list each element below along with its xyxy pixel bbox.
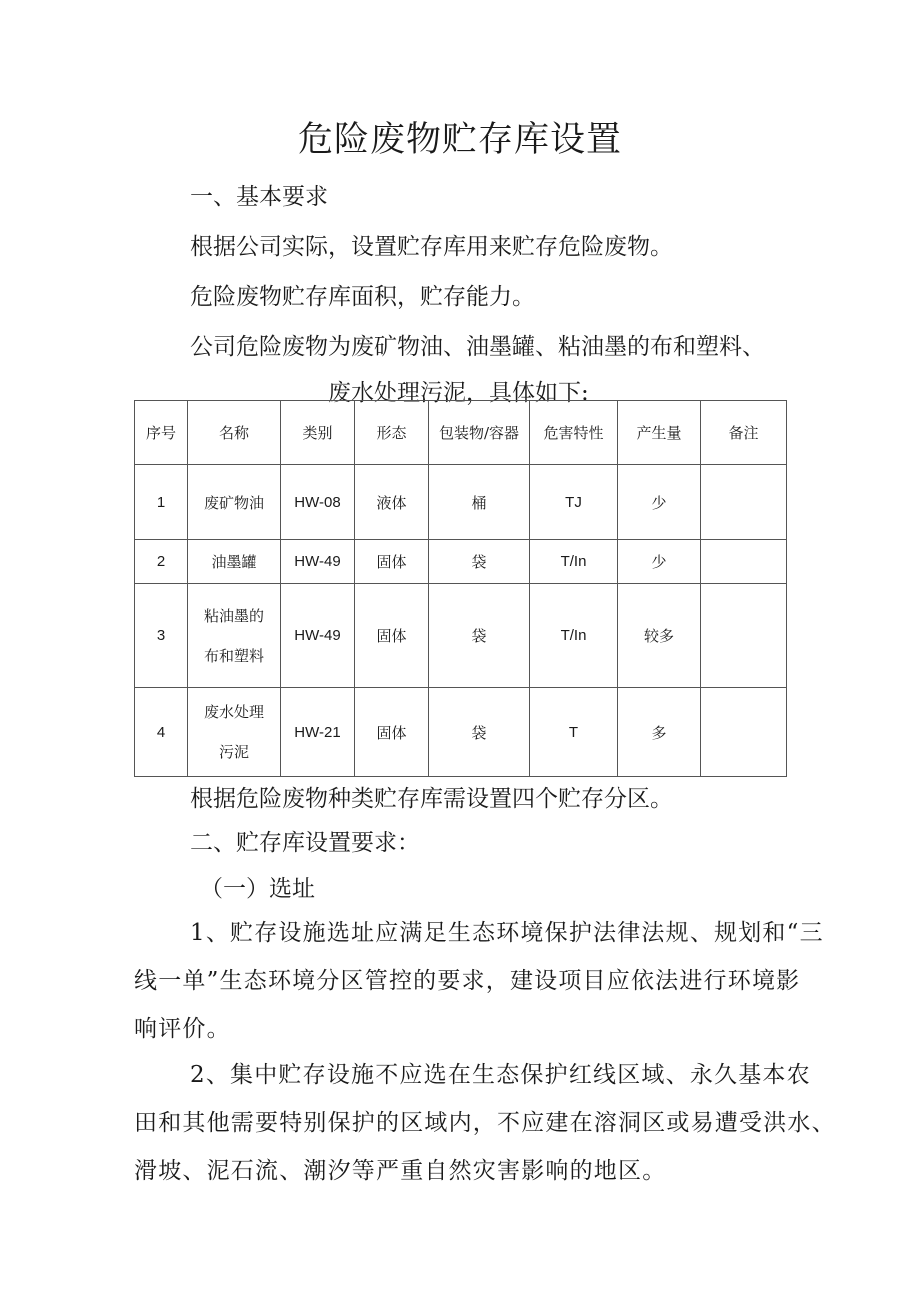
cell-name — [188, 688, 281, 777]
cell-form: 固体 — [355, 688, 429, 777]
item1-line2: 线一单”生态环境分区管控的要求，建设项目应依法进行环境影 — [134, 968, 801, 994]
document-title: 危险废物贮存库设置 — [297, 120, 622, 160]
cell-category: HW-49 — [281, 584, 355, 688]
cell-amount: 较多 — [618, 584, 701, 688]
header-cell: 产生量 — [618, 401, 701, 465]
table-row — [135, 465, 787, 540]
cell-no: 1 — [135, 465, 188, 540]
table-header-row — [135, 401, 787, 465]
item2-line3: 滑坡、泥石流、潮汐等严重自然灾害影响的地区。 — [134, 1158, 667, 1184]
header-cell: 形态 — [355, 401, 429, 465]
cell-no: 2 — [135, 540, 188, 584]
cell-note — [701, 688, 787, 777]
paragraph-storage-capacity: 危险废物贮存库面积，贮存能力。 — [190, 284, 535, 310]
header-cell: 包装物/容器 — [429, 401, 530, 465]
item1-line1: 1、贮存设施选址应满足生态环境保护法律法规、规划和“三 — [190, 920, 824, 946]
cell-hazard: T/In — [530, 540, 618, 584]
cell-category: HW-49 — [281, 540, 355, 584]
cell-name-line1: 废水处理 — [203, 703, 264, 721]
cell-hazard: TJ — [530, 465, 618, 540]
cell-note — [701, 540, 787, 584]
cell-amount: 多 — [618, 688, 701, 777]
table-row — [135, 688, 787, 777]
cell-category: HW-21 — [281, 688, 355, 777]
cell-container: 袋 — [429, 540, 530, 584]
cell-name: 油墨罐 — [188, 540, 281, 584]
cell-note — [701, 465, 787, 540]
subsection-heading-site: （一）选址 — [200, 876, 315, 902]
paragraph-storage-purpose: 根据公司实际，设置贮存库用来贮存危险废物。 — [190, 234, 673, 260]
cell-no: 3 — [135, 584, 188, 688]
hazardous-waste-table — [134, 400, 787, 777]
paragraph-storage-zones: 根据危险废物种类贮存库需设置四个贮存分区。 — [190, 786, 673, 812]
cell-hazard: T/In — [530, 584, 618, 688]
cell-no: 4 — [135, 688, 188, 777]
cell-container: 袋 — [429, 688, 530, 777]
item1-line3: 响评价。 — [134, 1016, 231, 1042]
cell-form: 液体 — [355, 465, 429, 540]
item2-line2: 田和其他需要特别保护的区域内，不应建在溶洞区或易遭受洪水、 — [134, 1110, 836, 1136]
header-cell: 危害特性 — [530, 401, 618, 465]
section-heading-basic: 一、基本要求 — [190, 184, 328, 210]
paragraph-waste-types-line1: 公司危险废物为废矿物油、油墨罐、粘油墨的布和塑料、 — [190, 334, 765, 360]
section-heading-requirements: 二、贮存库设置要求： — [190, 830, 420, 856]
cell-amount: 少 — [618, 465, 701, 540]
cell-container: 袋 — [429, 584, 530, 688]
cell-hazard: T — [530, 688, 618, 777]
cell-form: 固体 — [355, 584, 429, 688]
header-cell: 序号 — [135, 401, 188, 465]
paragraph-waste-types-line2: 废水处理污泥，具体如下: — [328, 380, 589, 406]
item2-line1: 2、集中贮存设施不应选在生态保护红线区域、永久基本农 — [190, 1062, 811, 1088]
cell-name-line2: 布和塑料 — [203, 646, 264, 665]
cell-name-line1: 粘油墨的 — [203, 606, 264, 625]
table-row — [135, 584, 787, 688]
cell-name — [188, 584, 281, 688]
cell-category: HW-08 — [281, 465, 355, 540]
header-cell: 类别 — [281, 401, 355, 465]
table-row — [135, 540, 787, 584]
header-cell: 备注 — [701, 401, 787, 465]
cell-amount: 少 — [618, 540, 701, 584]
cell-form: 固体 — [355, 540, 429, 584]
cell-note — [701, 584, 787, 688]
header-cell: 名称 — [188, 401, 281, 465]
cell-name-line2: 污泥 — [218, 743, 249, 761]
cell-name: 废矿物油 — [188, 465, 281, 540]
cell-container: 桶 — [429, 465, 530, 540]
